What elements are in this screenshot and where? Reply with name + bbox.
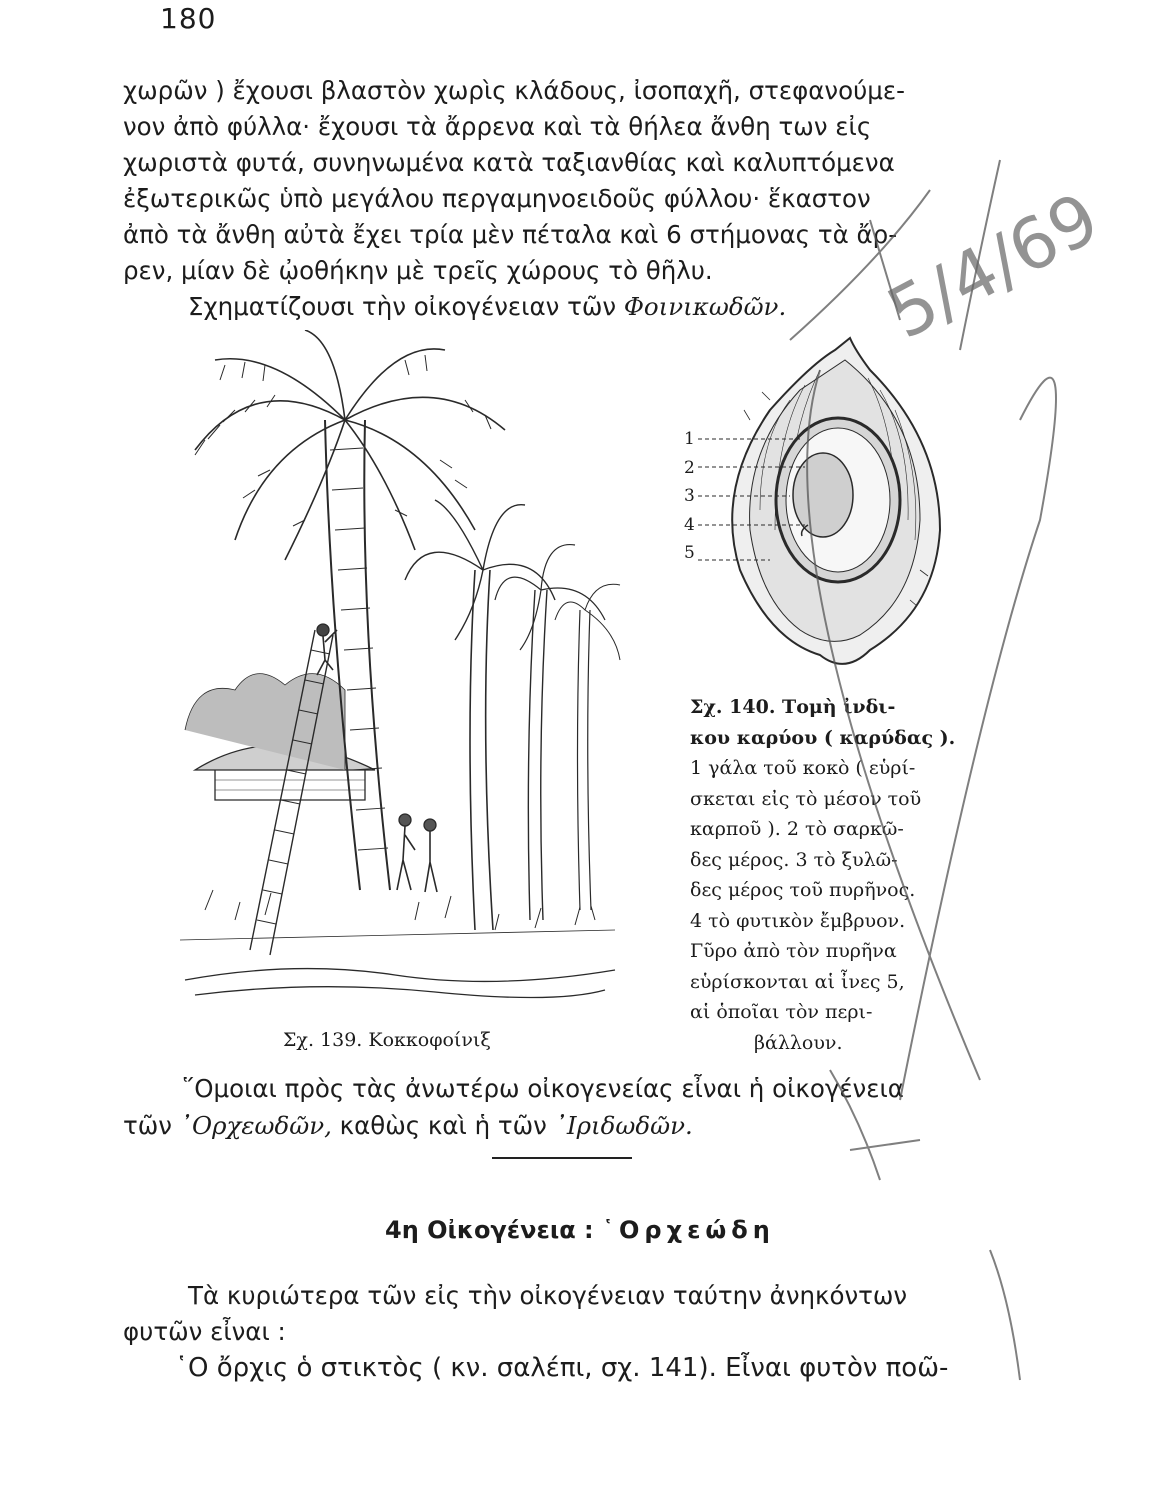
text-line: Τὰ κυριώτερα τῶν εἰς τὴν οἰκογένειαν ταύτην ἀνηκόντων: [188, 1281, 908, 1310]
family-name-irises: ᾿Ιριδωδῶν.: [554, 1111, 693, 1140]
caption-line: αἱ ὁποῖαι τὸν περι-: [690, 1001, 873, 1023]
caption-line: δες μέρος τοῦ πυρῆνος.: [690, 879, 916, 901]
text-fragment: τῶν: [123, 1111, 172, 1140]
text-line: ρεν, μίαν δὲ ᾠοθήκην μὲ τρεῖς χώρους τὸ θῆλυ.: [123, 256, 713, 285]
page-number: 180: [160, 2, 217, 35]
label-5: 5: [684, 543, 695, 563]
heading-family-name: ῾Ορχεώδη: [602, 1216, 775, 1244]
caption-line: κου καρύου ( καρύδας ).: [690, 726, 956, 749]
caption-line: εὑρίσκονται αἱ ἶνες 5,: [690, 970, 905, 993]
text-fragment: καθὼς καὶ ἡ τῶν: [339, 1111, 547, 1140]
heading-prefix: 4η Οἰκογένεια :: [385, 1216, 594, 1244]
caption-line: σκεται εἰς τὸ μέσον τοῦ: [690, 787, 922, 810]
figure-139-caption: Σχ. 139. Κοκκοφοίνιξ: [283, 1029, 491, 1051]
text-line: ἀπὸ τὰ ἄνθη αὐτὰ ἔχει τρία μὲν πέταλα καὶ 6 στήμονας τὰ ἄρ-: [123, 220, 898, 249]
text-line: ἐξωτερικῶς ὑπὸ μεγάλου περγαμηνοειδοῦς φύλλου· ἕκαστον: [123, 184, 871, 213]
label-3: 3: [684, 486, 695, 506]
text-line: φυτῶν εἶναι :: [123, 1317, 286, 1346]
label-1: 1: [684, 429, 695, 449]
text-line: ῞Ομοιαι πρὸς τὰς ἀνωτέρω οἰκογενείας εἶναι ἡ οἰκογένεια: [182, 1074, 904, 1103]
handwritten-date: 5/4/69: [874, 176, 1112, 356]
caption-line: βάλλουν.: [754, 1031, 843, 1054]
caption-line: δες μέρος. 3 τὸ ξυλῶ-: [690, 848, 898, 871]
family-name: Φοινικωδῶν.: [623, 292, 787, 321]
text-line: χωριστὰ φυτά, συνηνωμένα κατὰ ταξιανθίας καὶ καλυπτόμενα: [123, 148, 895, 177]
family-sentence: Σχηματίζουσι τὴν οἰκογένειαν τῶν: [188, 292, 617, 321]
label-4: 4: [684, 514, 695, 535]
text-line: νον ἀπὸ φύλλα· ἔχουσι τὰ ἄρρενα καὶ τὰ θήλεα ἄνθη των εἰς: [123, 112, 872, 141]
text-line: χωρῶν ) ἔχουσι βλαστὸν χωρὶς κλάδους, ἰσοπαχῆ, στεφανούμε-: [123, 76, 905, 105]
caption-line: καρποῦ ). 2 τὸ σαρκῶ-: [690, 818, 904, 840]
caption-line: 4 τὸ φυτικὸν ἔμβρυον.: [690, 909, 906, 932]
label-2: 2: [684, 457, 695, 478]
text-line: ῾Ο ὄρχις ὁ στικτὸς ( κν. σαλέπι, σχ. 141). Εἶναι φυτὸν ποῶ-: [175, 1353, 949, 1383]
caption-line: Γῦρο ἀπὸ τὸν πυρῆνα: [690, 940, 897, 962]
caption-line: 1 γάλα τοῦ κοκὸ ( εὑρί-: [690, 757, 916, 779]
caption-line: Σχ. 140. Τομὴ ἰνδι-: [690, 696, 896, 718]
family-name-orchids: ᾿Ορχεωδῶν,: [179, 1111, 332, 1140]
